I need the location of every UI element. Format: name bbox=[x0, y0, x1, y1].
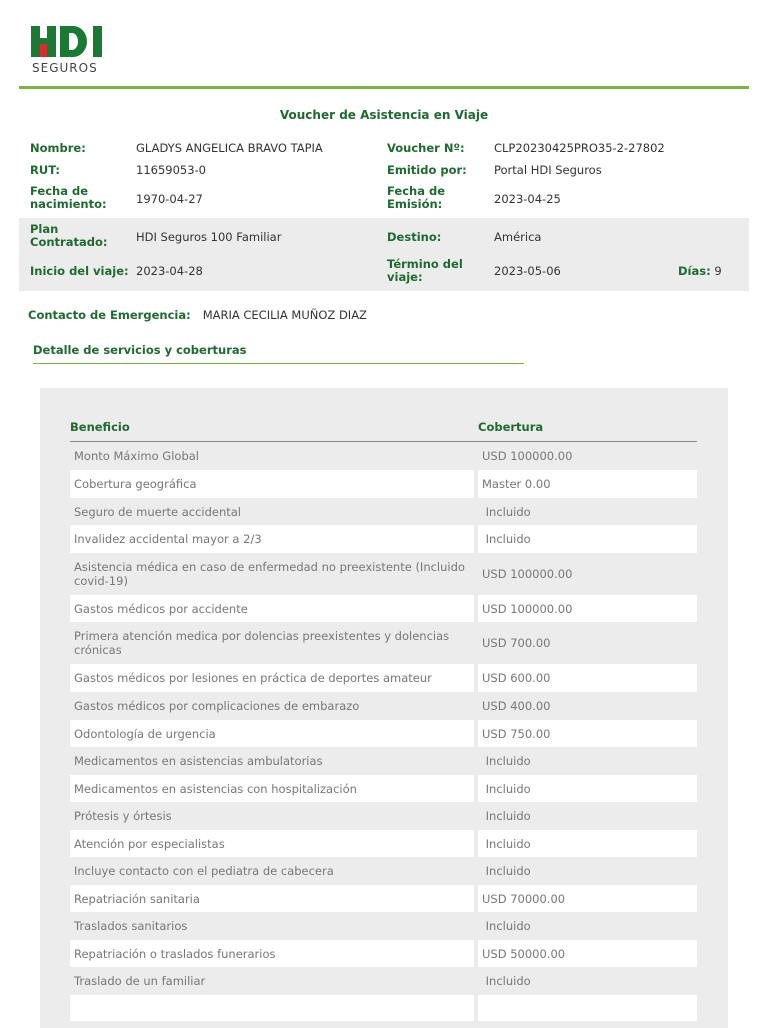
coverage-table bbox=[70, 442, 697, 1021]
table-row bbox=[70, 775, 697, 802]
info-row bbox=[19, 135, 749, 158]
benefit-cell: Atención por especialistas bbox=[70, 830, 474, 857]
coverage-cell: USD 100000.00 bbox=[482, 567, 573, 581]
header-beneficio: Beneficio bbox=[70, 420, 130, 434]
coverage-cell: Incluido bbox=[478, 525, 697, 553]
termino-label-line1: Término del bbox=[387, 257, 463, 271]
emergency-value: MARIA CECILIA MUÑOZ DIAZ bbox=[202, 308, 367, 322]
destino-value: América bbox=[494, 230, 542, 244]
benefit-cell: Medicamentos en asistencias ambulatorias bbox=[74, 754, 323, 768]
table-row bbox=[70, 525, 697, 553]
table-row bbox=[70, 664, 697, 692]
benefit-cell: Prótesis y órtesis bbox=[74, 809, 172, 823]
termino-label-line2: viaje: bbox=[387, 270, 423, 284]
coverage-cell: USD 750.00 bbox=[478, 720, 697, 747]
emitido-value: Portal HDI Seguros bbox=[494, 163, 602, 177]
benefit-cell bbox=[70, 995, 474, 1021]
nacimiento-value: 1970-04-27 bbox=[136, 192, 203, 206]
coverage-cell: Incluido bbox=[478, 830, 697, 857]
table-row bbox=[70, 995, 697, 1021]
coverage-cell: USD 100000.00 bbox=[482, 449, 573, 463]
table-row bbox=[70, 470, 697, 498]
coverage-cell: Incluido bbox=[482, 864, 531, 878]
benefit-cell: Medicamentos en asistencias con hospitalización bbox=[70, 775, 474, 802]
info-row bbox=[19, 218, 749, 291]
table-row bbox=[70, 720, 697, 747]
plan-value: HDI Seguros 100 Familiar bbox=[136, 230, 282, 244]
benefit-cell: Traslados sanitarios bbox=[74, 919, 188, 933]
dias bbox=[678, 265, 722, 278]
hdi-logo bbox=[31, 26, 111, 78]
rut-value: 11659053-0 bbox=[136, 163, 206, 177]
emision-value: 2023-04-25 bbox=[494, 192, 561, 206]
section-title: Detalle de servicios y coberturas bbox=[33, 343, 247, 357]
coverage-cell: USD 100000.00 bbox=[478, 595, 697, 622]
coverage-cell: USD 600.00 bbox=[478, 664, 697, 692]
emision-label-line1: Fecha de bbox=[387, 184, 445, 198]
table-row bbox=[70, 498, 697, 525]
emergency-label: Contacto de Emergencia: bbox=[28, 308, 191, 322]
benefit-cell: Invalidez accidental mayor a 2/3 bbox=[70, 525, 474, 553]
benefit-cell: Gastos médicos por complicaciones de embarazo bbox=[74, 699, 360, 713]
coverage-cell: Incluido bbox=[482, 809, 531, 823]
table-row bbox=[70, 442, 697, 470]
benefit-cell: Repatriación sanitaria bbox=[70, 885, 474, 912]
table-row bbox=[70, 940, 697, 967]
plan-label-line2: Contratado: bbox=[30, 235, 108, 249]
plan-label-line1: Plan bbox=[30, 222, 59, 236]
inicio-value: 2023-04-28 bbox=[136, 264, 203, 278]
nombre-value: GLADYS ANGELICA BRAVO TAPIA bbox=[136, 141, 323, 155]
benefit-cell: Gastos médicos por lesiones en práctica de deportes amateur bbox=[70, 664, 474, 692]
voucher-value: CLP20230425PRO35-2-27802 bbox=[494, 141, 665, 155]
benefit-cell: Gastos médicos por accidente bbox=[70, 595, 474, 622]
inicio-label: Inicio del viaje: bbox=[30, 264, 129, 278]
benefit-cell: Seguro de muerte accidental bbox=[74, 504, 241, 519]
benefit-cell: Incluye contacto con el pediatra de cabecera bbox=[74, 864, 334, 878]
coverage-cell: Incluido bbox=[478, 775, 697, 802]
coverage-cell: Incluido bbox=[482, 504, 531, 519]
benefit-cell: Cobertura geográfica bbox=[70, 470, 474, 498]
dias-label: Días: bbox=[678, 264, 711, 278]
coverage-cell: USD 700.00 bbox=[482, 636, 551, 650]
dias-value: 9 bbox=[714, 264, 722, 278]
table-row bbox=[70, 857, 697, 885]
header-cobertura: Cobertura bbox=[478, 420, 544, 434]
table-row bbox=[70, 967, 697, 995]
table-row bbox=[70, 747, 697, 775]
emision-label-line2: Emisión: bbox=[387, 197, 443, 211]
table-row bbox=[70, 622, 697, 664]
voucher-label: Voucher Nº: bbox=[387, 141, 465, 155]
destino-label: Destino: bbox=[387, 230, 442, 244]
benefit-cell: Repatriación o traslados funerarios bbox=[70, 940, 474, 967]
benefit-cell: Traslado de un familiar bbox=[74, 974, 206, 988]
coverage-cell: Incluido bbox=[482, 919, 531, 933]
rut-label: RUT: bbox=[30, 163, 61, 177]
benefit-cell: Monto Máximo Global bbox=[74, 449, 199, 463]
nombre-label: Nombre: bbox=[30, 141, 86, 155]
emision-label bbox=[387, 185, 445, 211]
info-row bbox=[19, 178, 749, 218]
header-divider bbox=[19, 86, 749, 89]
info-row bbox=[19, 158, 749, 178]
coverage-cell: USD 50000.00 bbox=[478, 940, 697, 967]
coverage-cell: Master 0.00 bbox=[478, 470, 697, 498]
table-row bbox=[70, 830, 697, 857]
table-row bbox=[70, 595, 697, 622]
table-row bbox=[70, 802, 697, 830]
section-divider bbox=[33, 363, 524, 364]
coverage-cell: USD 400.00 bbox=[482, 699, 551, 713]
nacimiento-label-line1: Fecha de bbox=[30, 184, 88, 198]
emergency-contact bbox=[28, 308, 367, 322]
coverage-cell: USD 70000.00 bbox=[478, 885, 697, 912]
table-row bbox=[70, 885, 697, 912]
coverage-cell: Incluido bbox=[482, 974, 531, 988]
termino-label bbox=[387, 258, 463, 284]
nacimiento-label bbox=[30, 185, 107, 211]
benefit-cell: Odontología de urgencia bbox=[70, 720, 474, 747]
hdi-logo-mark bbox=[31, 26, 107, 58]
table-row bbox=[70, 912, 697, 940]
plan-label bbox=[30, 223, 107, 249]
benefit-cell: Asistencia médica en caso de enfermedad no preexistente (Incluido covid-19) bbox=[74, 560, 465, 588]
logo-subtitle: SEGUROS bbox=[32, 61, 98, 75]
coverage-cell bbox=[478, 995, 697, 1021]
page-title: Voucher de Asistencia en Viaje bbox=[279, 108, 489, 122]
benefit-cell: Primera atención medica por dolencias preexistentes y dolencias crónicas bbox=[74, 629, 450, 657]
emitido-label: Emitido por: bbox=[387, 163, 467, 177]
termino-value: 2023-05-06 bbox=[494, 264, 561, 278]
nacimiento-label-line2: nacimiento: bbox=[30, 197, 107, 211]
coverage-cell: Incluido bbox=[482, 754, 531, 768]
table-row bbox=[70, 692, 697, 720]
table-row bbox=[70, 553, 697, 595]
